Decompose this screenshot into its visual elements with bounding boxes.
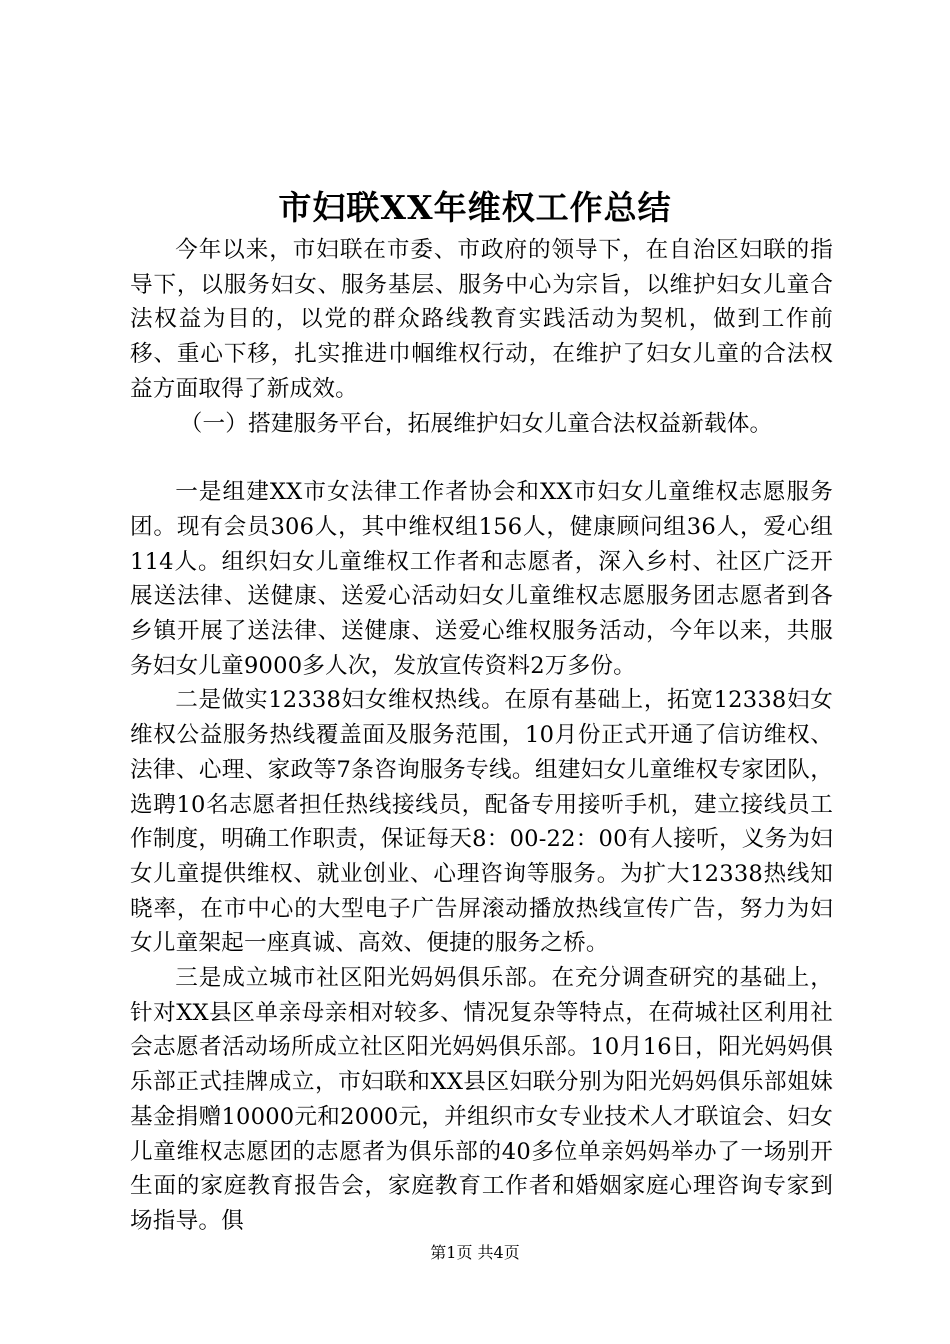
paragraph-item-two: 二是做实12338妇女维权热线。在原有基础上，拓宽12338妇女维权公益服务热线覆盖面及服务范围，10月份正式开通了信访维权、法律、心理、家政等7条咨询服务专线。组建妇女儿童维权专家团队，选聘10名志愿者担任热线接线员，配备专用接听手机，建立接线员工作制度，明确工作职责，保证每天8：00-22：00有人接听，义务为妇女儿童提供维权、就业创业、心理咨询等服务。为扩大12338热线知晓率，在市中心的大型电子广告屏滚动播放热线宣传广告，努力为妇女儿童架起一座真诚、高效、便捷的服务之桥。	[130, 687, 833, 957]
paragraph-item-three: 三是成立城市社区阳光妈妈俱乐部。在充分调查研究的基础上，针对XX县区单亲母亲相对较多、情况复杂等特点，在荷城社区利用社会志愿者活动场所成立社区阳光妈妈俱乐部。10月16日，阳光妈妈俱乐部正式挂牌成立，市妇联和XX县区妇联分别为阳光妈妈俱乐部姐妹基金捐赠10000元和2000元，并组织市女专业技术人才联谊会、妇女儿童维权志愿团的志愿者为俱乐部的40多位单亲妈妈举办了一场别开生面的家庭教育报告会，家庭教育工作者和婚姻家庭心理咨询专家到场指导。俱	[130, 965, 833, 1234]
page-footer: 第1页 共4页	[430, 1243, 520, 1262]
document-body	[130, 233, 833, 1239]
paragraph-intro: 今年以来，市妇联在市委、市政府的领导下，在自治区妇联的指导下，以服务妇女、服务基层、服务中心为宗旨，以维护妇女儿童合法权益为目的，以党的群众路线教育实践活动为契机，做到工作前移、重心下移，扎实推进巾帼维权行动，在维护了妇女儿童的合法权益方面取得了新成效。	[130, 237, 833, 402]
document-title: 市妇联XX年维权工作总结	[278, 188, 672, 227]
paragraph-item-one: 一是组建XX市女法律工作者协会和XX市妇女儿童维权志愿服务团。现有会员306人，其中维权组156人，健康顾问组36人，爱心组114人。组织妇女儿童维权工作者和志愿者，深入乡村、社区广泛开展送法律、送健康、送爱心活动妇女儿童维权志愿服务团志愿者到各乡镇开展了送法律、送健康、送爱心维权服务活动，今年以来，共服务妇女儿童9000多人次，发放宣传资料2万多份。	[130, 479, 833, 679]
section-heading: （一）搭建服务平台，拓展维护妇女儿童合法权益新载体。	[179, 410, 773, 437]
